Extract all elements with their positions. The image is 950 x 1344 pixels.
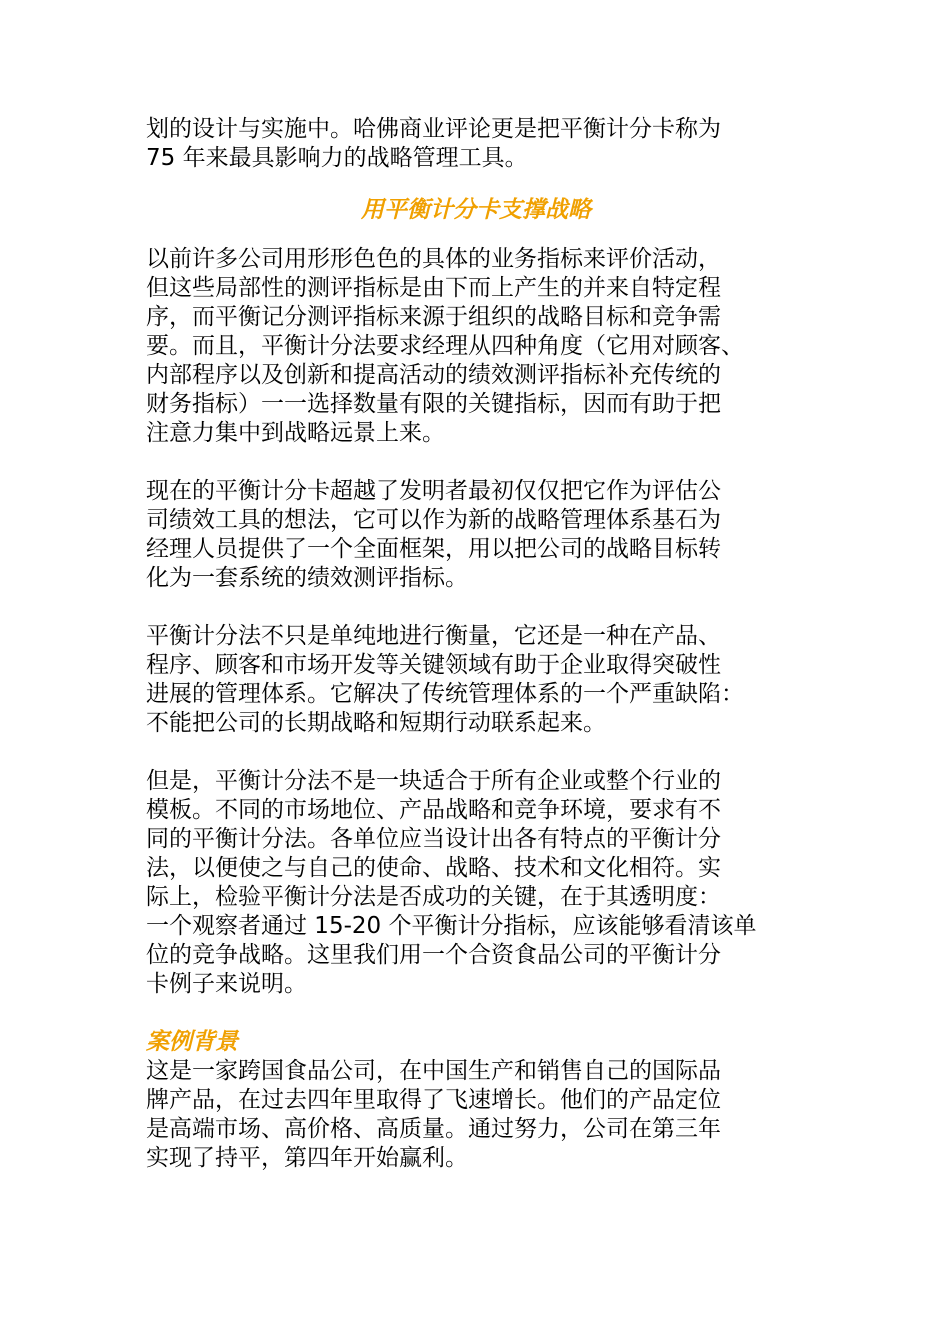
text-line: 经理人员提供了一个全面框架，用以把公司的战略目标转 [146, 536, 721, 562]
text-line: 以前许多公司用形形色色的具体的业务指标来评价活动， [146, 246, 721, 272]
text-line: 司绩效工具的想法，它可以作为新的战略管理体系基石为 [146, 507, 721, 533]
paragraph-3 [146, 622, 826, 738]
text-line: 序，而平衡记分测评指标来源于组织的战略目标和竞争需 [146, 304, 721, 330]
section-heading: 用平衡计分卡支撑战略 [361, 197, 591, 223]
text-line: 化为一套系统的绩效测评指标。 [146, 565, 468, 591]
text-line: 现在的平衡计分卡超越了发明者最初仅仅把它作为评估公 [146, 478, 721, 504]
text-line: 模板。不同的市场地位、产品战略和竞争环境，要求有不 [146, 797, 721, 823]
text-line: 注意力集中到战略远景上来。 [146, 420, 445, 446]
document-body [146, 115, 826, 1173]
text-line: 不能把公司的长期战略和短期行动联系起来。 [146, 710, 606, 736]
text-line: 平衡计分法不只是单纯地进行衡量，它还是一种在产品、 [146, 623, 721, 649]
intro-paragraph [146, 115, 826, 173]
text-line: 这是一家跨国食品公司，在中国生产和销售自己的国际品 [146, 1058, 721, 1084]
text-line: 要。而且，平衡计分法要求经理从四种角度（它用对顾客、 [146, 333, 744, 359]
text-line: 卡例子来说明。 [146, 971, 307, 997]
text-line: 75 年来最具影响力的战略管理工具。 [146, 145, 528, 171]
text-line: 财务指标）一一选择数量有限的关键指标，因而有助于把 [146, 391, 721, 417]
text-line: 同的平衡计分法。各单位应当设计出各有特点的平衡计分 [146, 826, 721, 852]
paragraph-5 [146, 1057, 826, 1173]
paragraph-1 [146, 245, 826, 448]
section-heading: 案例背景 [146, 1029, 238, 1055]
text-line: 进展的管理体系。它解决了传统管理体系的一个严重缺陷： [146, 681, 744, 707]
text-line: 内部程序以及创新和提高活动的绩效测评指标补充传统的 [146, 362, 721, 388]
paragraph-2 [146, 477, 826, 593]
text-line: 一个观察者通过 15-20 个平衡计分指标，应该能够看清该单 [146, 913, 757, 939]
text-line: 划的设计与实施中。哈佛商业评论更是把平衡计分卡称为 [146, 116, 721, 142]
text-line: 位的竞争战略。这里我们用一个合资食品公司的平衡计分 [146, 942, 721, 968]
text-line: 是高端市场、高价格、高质量。通过努力，公司在第三年 [146, 1116, 721, 1142]
text-line: 但是，平衡计分法不是一块适合于所有企业或整个行业的 [146, 768, 721, 794]
text-line: 程序、顾客和市场开发等关键领域有助于企业取得突破性 [146, 652, 721, 678]
paragraph-4 [146, 767, 826, 999]
text-line: 实现了持平，第四年开始赢利。 [146, 1145, 468, 1171]
text-line: 法，以便使之与自己的使命、战略、技术和文化相符。实 [146, 855, 721, 881]
text-line: 但这些局部性的测评指标是由下而上产生的并来自特定程 [146, 275, 721, 301]
text-line: 牌产品，在过去四年里取得了飞速增长。他们的产品定位 [146, 1087, 721, 1113]
text-line: 际上，检验平衡计分法是否成功的关键，在于其透明度： [146, 884, 721, 910]
